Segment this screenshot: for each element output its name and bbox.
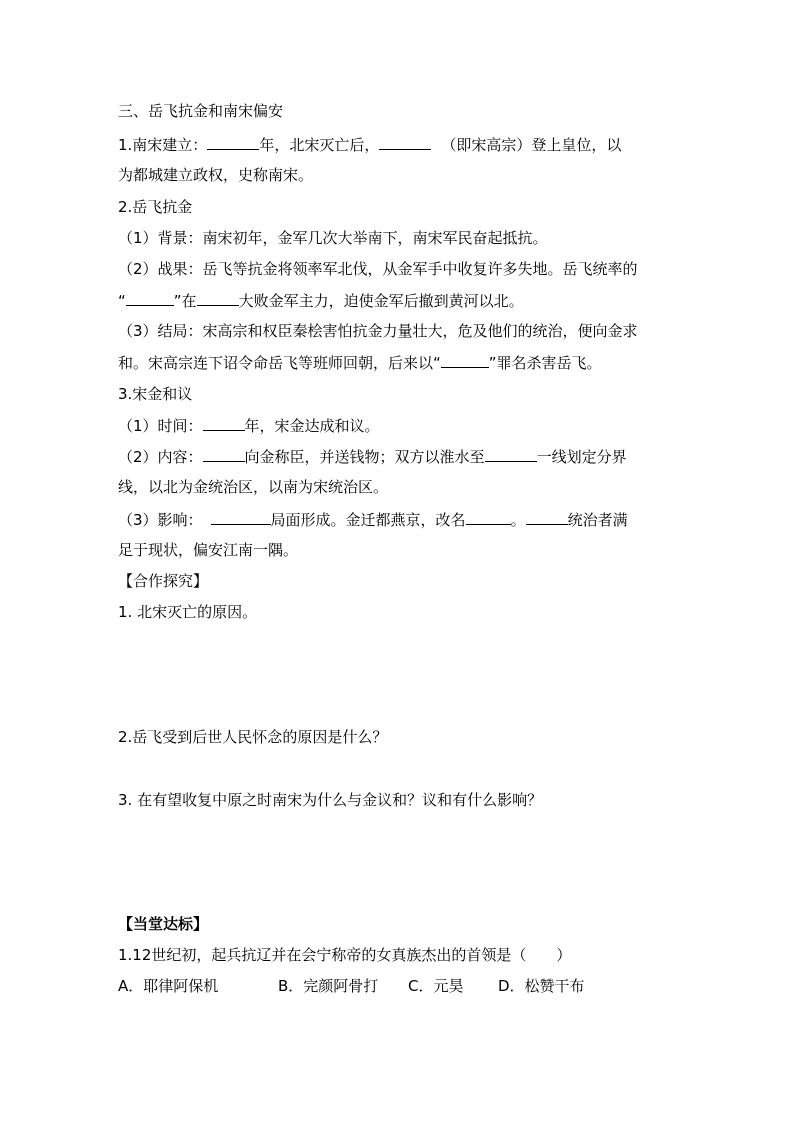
item2-result-end: 大败金军主力，迫使金军后撤到黄河以北。 (238, 292, 524, 310)
item3-time (118, 415, 380, 436)
blank-army-name (126, 290, 174, 306)
blank-year-founded (207, 134, 259, 150)
item2-outcome-text: （3）结局：宋高宗和权臣秦桧害怕抗金力量壮大，危及他们的统治，便向金求 (118, 322, 638, 340)
item1-text1: 年，北宋灭亡后， (259, 136, 380, 154)
blank-border (485, 446, 537, 462)
quote-open: “ (118, 292, 126, 310)
blank-vassal (203, 446, 245, 462)
item3-impact-line2 (118, 540, 298, 560)
item2-result-text: （2）战果：岳飞等抗金将领率军北伐，从金军手中收复许多失地。岳飞统率的 (118, 260, 638, 278)
item3-impact-c: 。 (510, 511, 526, 529)
section-title-text: 三、岳飞抗金和南宋偏安 (118, 102, 284, 120)
item1-prefix: 1.南宋建立： (118, 136, 208, 154)
item3-impact-a: （3）影响： (118, 511, 203, 529)
blank-situation (211, 509, 271, 525)
item2-outcome-line2 (118, 352, 602, 373)
item2-outcome-b: ”罪名杀害岳飞。 (488, 354, 602, 372)
explore-q1 (118, 602, 257, 622)
item3-impact-d: 统治者满 (567, 511, 628, 529)
item1-line2 (118, 165, 313, 185)
section-title (118, 101, 283, 121)
blank-battle-place (197, 290, 239, 306)
quote-close-zai: ”在 (173, 292, 197, 310)
item2-result-line1 (118, 259, 638, 279)
item2-title (118, 197, 192, 217)
blank-capital-name (466, 509, 511, 525)
item3-content-c: 一线划定分界 (536, 448, 627, 466)
practice-title-text: 【当堂达标】 (118, 915, 209, 933)
item3-time-a: （1）时间： (118, 417, 203, 435)
item2-outcome-line1 (118, 321, 638, 341)
explore-q1-text: 1. 北宋灭亡的原因。 (118, 603, 258, 621)
option-a: A．耶律阿保机 (118, 977, 219, 995)
practice-title (118, 914, 208, 934)
explore-q3-text: 3. 在有望收复中原之时南宋为什么与金议和？议和有什么影响？ (118, 791, 543, 809)
practice-q1-text: 1.12世纪初，起兵抗辽并在会宁称帝的女真族杰出的首领是（ ） (118, 946, 572, 964)
item3-content-b: 向金称臣，并送钱物；双方以淮水至 (244, 448, 485, 466)
item3-content-line2 (118, 477, 388, 497)
option-c: C．元昊 (408, 977, 464, 995)
blank-charge (441, 352, 489, 368)
explore-title (118, 571, 208, 591)
item3-content-a: （2）内容： (118, 448, 203, 466)
blank-emperor (379, 134, 431, 150)
item2-background-text: （1）背景：南宋初年，金军几次大举南下，南宋军民奋起抵抗。 (118, 229, 548, 247)
item1-line2-text: 为都城建立政权，史称南宋。 (118, 166, 314, 184)
explore-title-text: 【合作探究】 (118, 572, 209, 590)
item3-impact-b: 局面形成。金迁都燕京，改名 (270, 511, 466, 529)
practice-q1-options (118, 976, 585, 996)
option-d: D．松赞干布 (498, 977, 585, 995)
item2-outcome-a: 和。宋高宗连下诏令命岳飞等班师回朝，后来以“ (118, 354, 441, 372)
item1-text2: （即宋高宗）登上皇位，以 (441, 136, 622, 154)
item3-content-line1 (118, 446, 627, 467)
item3-title (118, 384, 192, 404)
item3-content-line2-text: 线，以北为金统治区，以南为宋统治区。 (118, 478, 389, 496)
explore-q3 (118, 790, 542, 810)
item2-title-text: 2.岳飞抗金 (118, 198, 193, 216)
item3-title-text: 3.宋金和议 (118, 385, 193, 403)
item3-time-b: 年，宋金达成和议。 (244, 417, 380, 435)
item1-line1 (118, 134, 621, 155)
option-b: B．完颜阿骨打 (278, 977, 379, 995)
item2-background (118, 228, 548, 248)
item2-result-line2 (118, 290, 524, 311)
explore-q2 (118, 727, 387, 747)
practice-q1 (118, 945, 571, 965)
item3-impact-line1 (118, 509, 628, 530)
blank-peace-year (203, 415, 245, 431)
blank-rulers (526, 509, 568, 525)
explore-q2-text: 2.岳飞受到后世人民怀念的原因是什么？ (118, 728, 388, 746)
item3-impact-line2-text: 足于现状，偏安江南一隅。 (118, 541, 299, 559)
